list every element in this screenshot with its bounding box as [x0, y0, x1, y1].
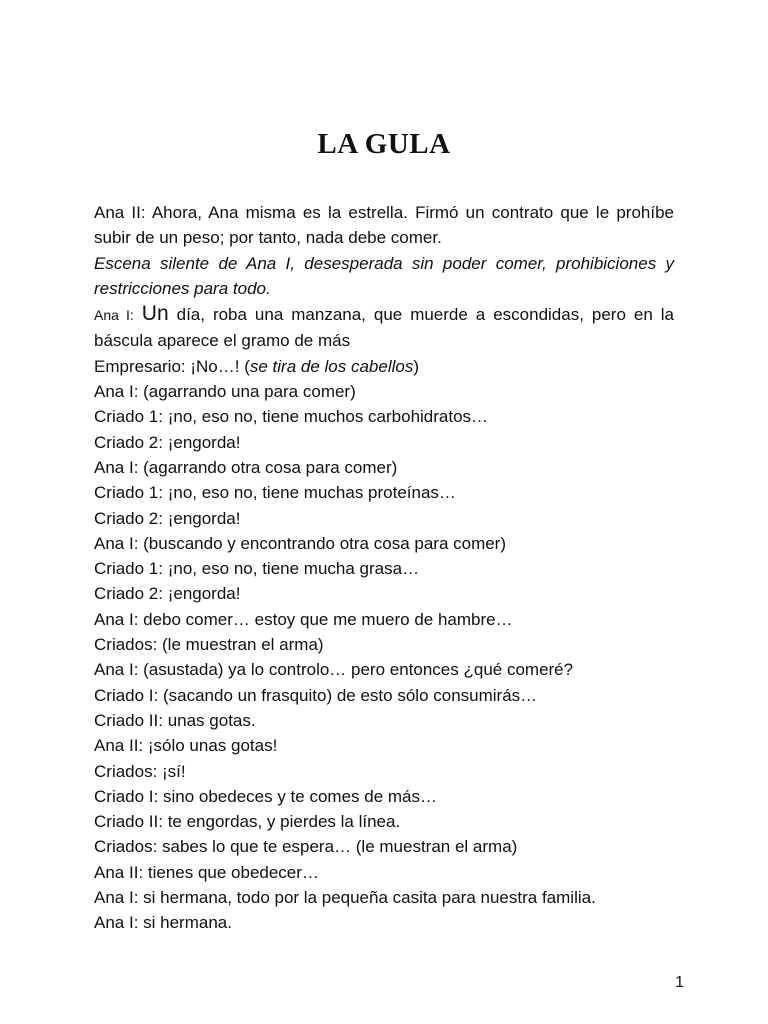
dialogue-line: Criados: (le muestran el arma)	[94, 635, 324, 655]
page-title: LA GULA	[317, 128, 451, 160]
dialogue-line: Criados: ¡sí!	[94, 761, 186, 781]
dialogue-line: Ana I: si hermana.	[94, 913, 232, 933]
dialogue-line: Criados: sabes lo que te espera… (le muestran el arma)	[94, 837, 518, 857]
dialogue-line	[94, 301, 674, 354]
dialogue-line: Ana II: Ahora, Ana misma es la estrella. Firmó un contrato que le prohíbe subir de un peso; por tanto, nada debe comer.	[94, 203, 674, 248]
dialogue-line: Ana I: (agarrando una para comer)	[94, 382, 356, 402]
dialogue-line: Ana I: (asustada) ya lo controlo… pero entonces ¿qué comeré?	[94, 660, 574, 680]
script-body	[94, 200, 674, 936]
dialogue-line: Criado II: unas gotas.	[94, 710, 256, 730]
dialogue-text: Empresario: ¡No…! (	[94, 356, 250, 376]
dialogue-line: Criado 1: ¡no, eso no, tiene muchas proteínas…	[94, 483, 456, 503]
page-number: 1	[675, 974, 684, 991]
dialogue-line: Criado 2: ¡engorda!	[94, 584, 241, 604]
dialogue-line: Ana II: ¡sólo unas gotas!	[94, 736, 278, 756]
stage-direction-inline: se tira de los cabellos	[249, 356, 414, 376]
stage-direction: Escena silente de Ana I, desesperada sin poder comer, prohibiciones y restricciones para todo.	[94, 253, 674, 298]
dialogue-line: Criado 1: ¡no, eso no, tiene muchos carbohidratos…	[94, 407, 489, 427]
dialogue-line: Ana I: si hermana, todo por la pequeña casita para nuestra familia.	[94, 888, 596, 908]
dialogue-line: Criado I: (sacando un frasquito) de esto sólo consumirás…	[94, 685, 538, 705]
dialogue-line: Criado II: te engordas, y pierdes la línea.	[94, 812, 401, 832]
speaker-label: Ana I:	[94, 307, 134, 324]
dialogue-line: Ana II: tienes que obedecer…	[94, 862, 319, 882]
dialogue-text: )	[413, 356, 420, 376]
emphasized-word: Un	[141, 302, 169, 326]
dialogue-text: día, roba una manzana, que muerde a escondidas, pero en la báscula aparece el gramo de más	[94, 305, 674, 351]
dialogue-line: Criado 2: ¡engorda!	[94, 432, 241, 452]
dialogue-line: Criado 1: ¡no, eso no, tiene mucha grasa…	[94, 559, 420, 579]
dialogue-line: Ana I: debo comer… estoy que me muero de hambre…	[94, 609, 513, 629]
dialogue-line: Ana I: (agarrando otra cosa para comer)	[94, 457, 398, 477]
dialogue-line: Criado I: sino obedeces y te comes de más…	[94, 786, 437, 806]
dialogue-line	[94, 354, 674, 379]
dialogue-line: Criado 2: ¡engorda!	[94, 508, 241, 528]
dialogue-line: Ana I: (buscando y encontrando otra cosa para comer)	[94, 533, 507, 553]
